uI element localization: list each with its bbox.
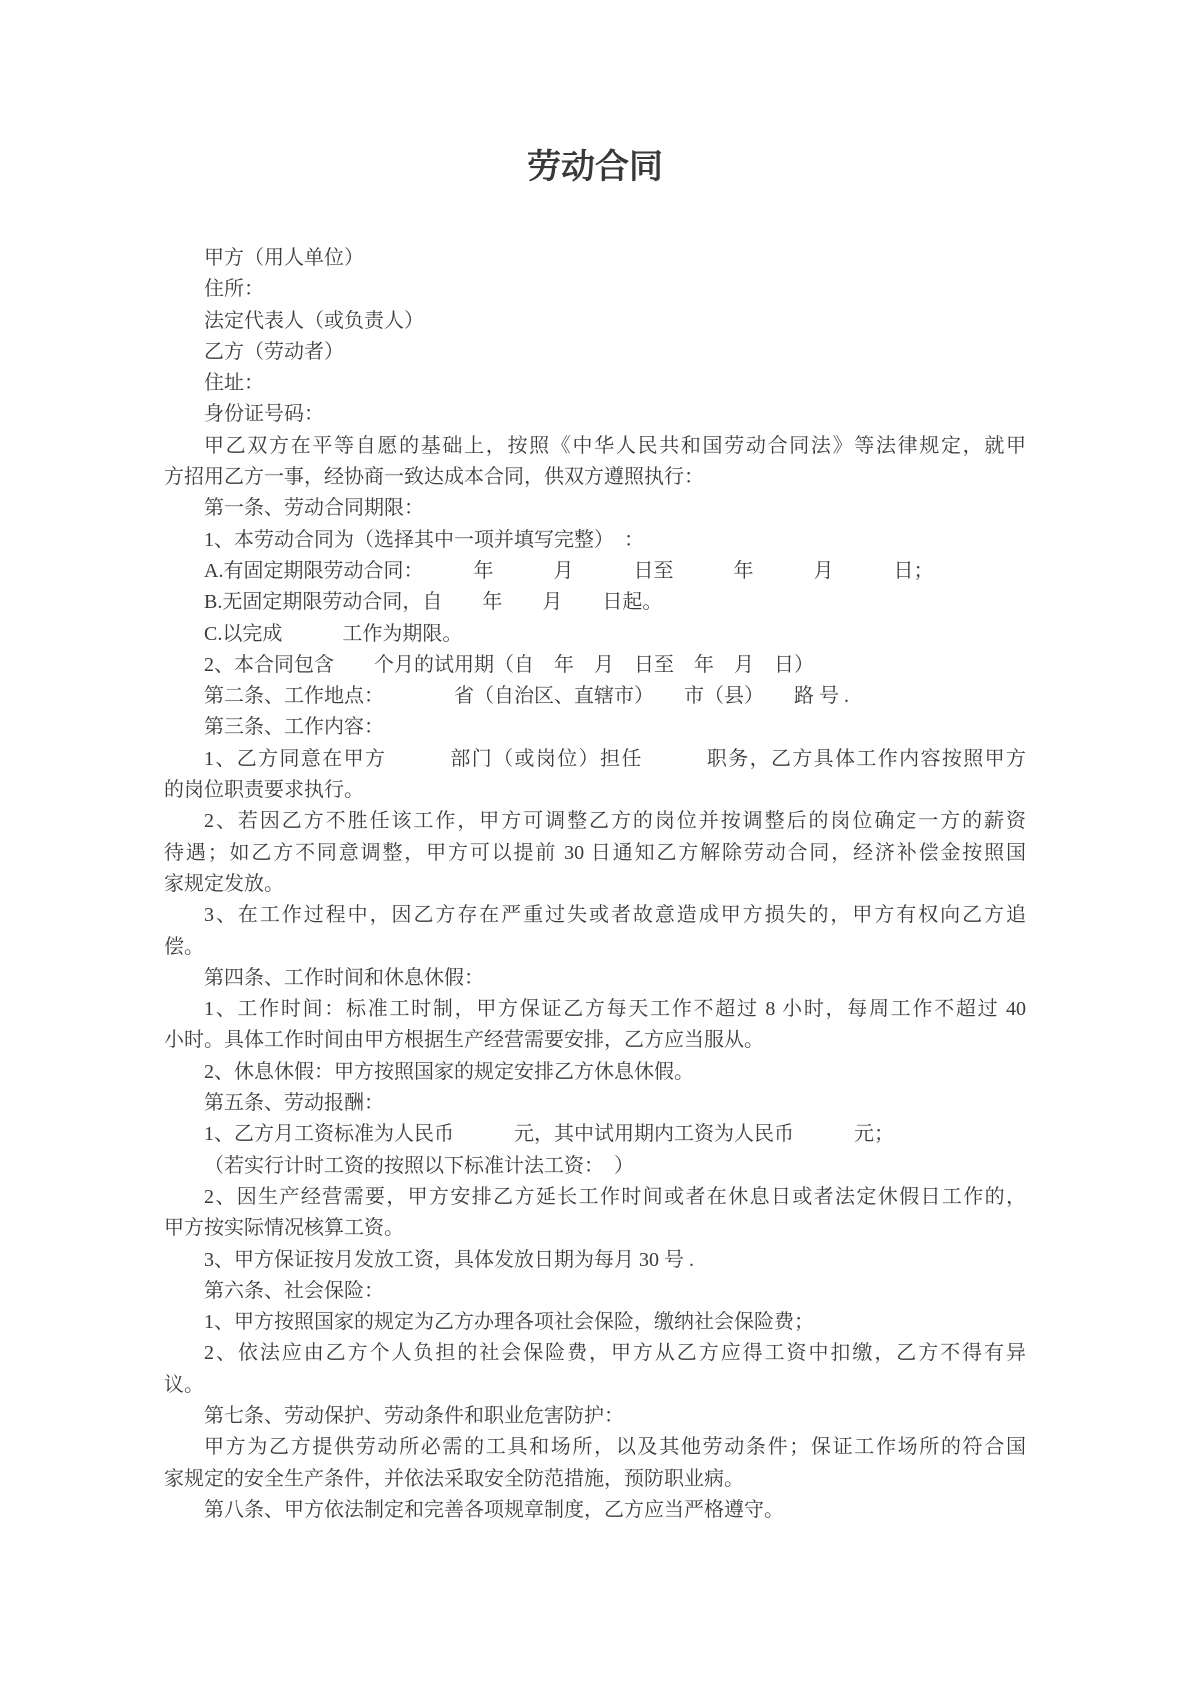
party-info-line: 甲方（用人单位） [204, 247, 364, 269]
contract-text-line: 1、本劳动合同为（选择其中一项并填写完整） ： [204, 528, 644, 551]
clause-heading-line: 第二条、工作地点： 省（自治区、直辖市） 市（县） 路 号 . [204, 685, 849, 708]
contract-text-line: 偿。 [164, 935, 204, 958]
contract-text-line: 甲方为乙方提供劳动所必需的工具和场所，以及其他劳动条件；保证工作场所的符合国 [204, 1436, 1026, 1459]
clause-heading-line: 第七条、劳动保护、劳动条件和职业危害防护： [204, 1404, 624, 1427]
party-info-line: 身份证号码： [204, 403, 324, 426]
contract-text-line: （若实行计时工资的按照以下标准计法工资： ） [204, 1154, 634, 1177]
clause-heading-line: 第一条、劳动合同期限： [204, 497, 424, 520]
party-info-line: 乙方（劳动者） [204, 340, 344, 363]
contract-text-line: 家规定的安全生产条件，并依法采取安全防范措施，预防职业病。 [164, 1467, 744, 1490]
contract-text-line: 1、乙方同意在甲方 部门（或岗位）担任 职务，乙方具体工作内容按照甲方 [204, 747, 1026, 770]
contract-text-line: 小时。具体工作时间由甲方根据生产经营需要安排，乙方应当服从。 [164, 1029, 764, 1052]
contract-text-line: 议。 [164, 1373, 204, 1396]
document-title: 劳动合同 [527, 148, 663, 186]
clause-heading-line: 第八条、甲方依法制定和完善各项规章制度，乙方应当严格遵守。 [204, 1498, 784, 1521]
contract-text-line: 3、甲方保证按月发放工资，具体发放日期为每月 30 号 . [204, 1248, 694, 1271]
contract-text-line: 2、因生产经营需要，甲方安排乙方延长工作时间或者在休息日或者法定休假日工作的， [204, 1185, 1026, 1208]
clause-heading-line: 第五条、劳动报酬： [204, 1092, 384, 1115]
contract-text-line: 的岗位职责要求执行。 [164, 779, 364, 802]
contract-text-line: 2、若因乙方不胜任该工作，甲方可调整乙方的岗位并按调整后的岗位确定一方的薪资 [204, 810, 1026, 833]
contract-text-line: 2、休息休假：甲方按照国家的规定安排乙方休息休假。 [204, 1060, 694, 1083]
contract-text-line: 3、在工作过程中，因乙方存在严重过失或者故意造成甲方损失的，甲方有权向乙方追 [204, 904, 1026, 927]
contract-text-line: 甲方按实际情况核算工资。 [164, 1217, 404, 1240]
contract-text-line: 2、本合同包含 个月的试用期（自 年 月 日至 年 月 日） [204, 653, 814, 676]
clause-heading-line: 第四条、工作时间和休息休假： [204, 966, 484, 989]
contract-text-line: 方招用乙方一事，经协商一致达成本合同，供双方遵照执行： [164, 466, 704, 489]
party-info-line: 住址： [204, 372, 264, 395]
contract-text-line: 家规定发放。 [164, 872, 284, 895]
contract-text-line: 1、乙方月工资标准为人民币 元，其中试用期内工资为人民币 元； [204, 1123, 894, 1146]
clause-heading-line: 第六条、社会保险： [204, 1279, 384, 1302]
contract-text-line: 待遇；如乙方不同意调整，甲方可以提前 30 日通知乙方解除劳动合同，经济补偿金按照国 [164, 841, 1026, 864]
contract-text-line: 甲乙双方在平等自愿的基础上，按照《中华人民共和国劳动合同法》等法律规定，就甲 [204, 434, 1026, 457]
contract-text-line: C.以完成 工作为期限。 [204, 622, 463, 645]
contract-text-line: 1、甲方按照国家的规定为乙方办理各项社会保险，缴纳社会保险费； [204, 1311, 814, 1334]
contract-text-line: B.无固定期限劳动合同，自 年 月 日起。 [204, 591, 663, 614]
contract-text-line: 2、依法应由乙方个人负担的社会保险费，甲方从乙方应得工资中扣缴，乙方不得有异 [204, 1342, 1026, 1365]
party-info-line: 法定代表人（或负责人） [204, 309, 424, 332]
contract-text-line: 1、工作时间：标准工时制，甲方保证乙方每天工作不超过 8 小时，每周工作不超过 40 [204, 998, 1026, 1021]
contract-text-line: A.有固定期限劳动合同： 年 月 日至 年 月 日； [204, 559, 934, 582]
party-info-line: 住所： [204, 278, 264, 301]
clause-heading-line: 第三条、工作内容： [204, 716, 384, 739]
